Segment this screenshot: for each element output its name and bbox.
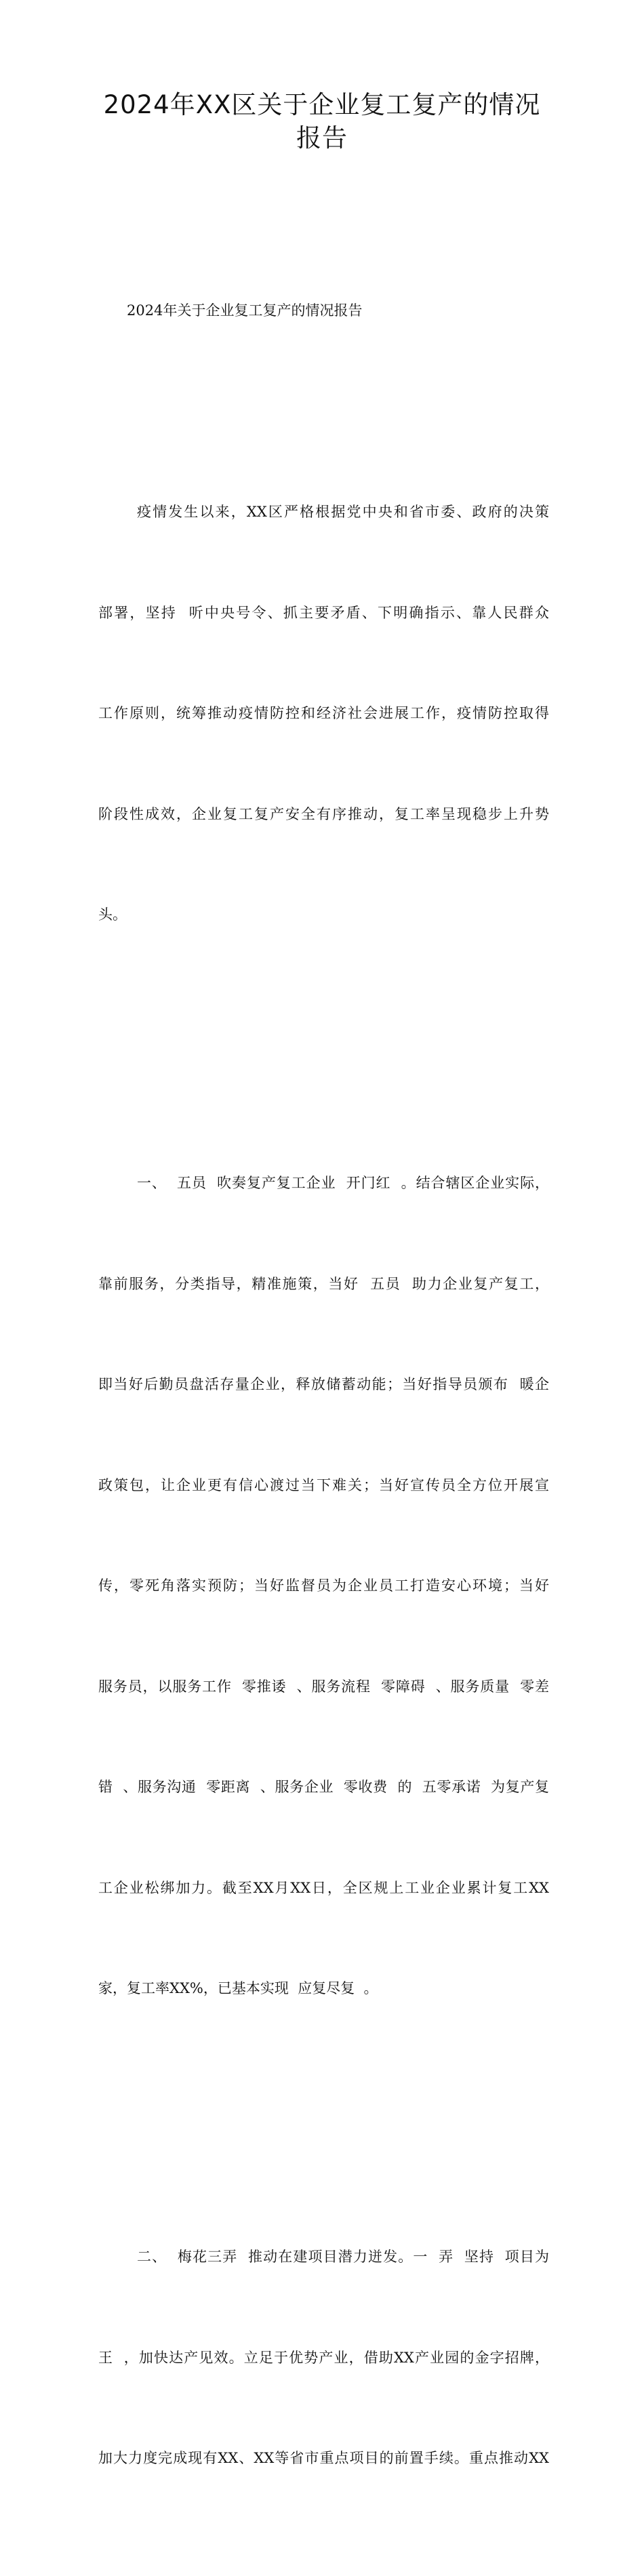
paragraph-3 [98, 2173, 549, 2543]
paragraph-line: 政策包，让企业更有信心渡过当下难关；当好宣传员全方位开展宣 [98, 1476, 549, 1493]
paragraph-line: 头。 [98, 906, 127, 923]
paragraph-line: 错 、服务沟通 零距离 、服务企业 零收费 的 五零承诺 为复产复 [98, 1779, 549, 1795]
paragraph-line: 疫情发生以来，XX区严格根据党中央和省市委、政府的决策 [137, 504, 549, 520]
paragraph-line: 阶段性成效，企业复工复产安全有序推动，复工率呈现稳步上升势 [98, 805, 549, 822]
paragraph-line: 王 ，加快达产见效。立足于优势产业，借助XX产业园的金字招牌， [98, 2349, 549, 2366]
document-title-line-1: 2024年XX区关于企业复工复产的情况 [103, 90, 541, 119]
document-title-line-2: 报告 [296, 123, 348, 153]
paragraph-line: 一、 五员 吹奏复产复工企业 开门红 。结合辖区企业实际， [137, 1175, 549, 1191]
paragraph-1 [98, 428, 549, 999]
paragraph-line: 传，零死角落实预防；当好监督员为企业员工打造安心环境；当好 [98, 1577, 549, 1594]
paragraph-line: 加大力度完成现有XX、XX等省市重点项目的前置手续。重点推动XX [98, 2450, 549, 2466]
paragraph-line: 家，复工率XX%，已基本实现 应复尽复 。 [98, 1980, 378, 1996]
paragraph-line: 二、 梅花三弄 推动在建项目潜力迸发。一 弄 坚持 项目为 [137, 2249, 549, 2265]
paragraph-line: 靠前服务，分类指导，精准施策，当好 五员 助力企业复产复工， [98, 1275, 549, 1292]
document-body [98, 227, 549, 2576]
subtitle: 2024年关于企业复工复产的情况报告 [127, 302, 363, 319]
paragraph-line: 即当好后勤员盘活存量企业，释放储蓄动能；当好指导员颁布 暖企 [98, 1376, 549, 1392]
paragraph-line: 服务员，以服务工作 零推诿 、服务流程 零障碍 、服务质量 零差 [98, 1678, 549, 1695]
paragraph-line: 部署，坚持 听中央号令、抓主要矛盾、下明确指示、靠人民群众 [98, 604, 549, 621]
paragraph-2 [98, 1100, 549, 2073]
paragraph-line: 工作原则，统筹推动疫情防控和经济社会进展工作，疫情防控取得 [98, 705, 549, 721]
paragraph-line: 工企业松绑加力。截至XX月XX日，全区规上工业企业累计复工XX [98, 1879, 549, 1896]
